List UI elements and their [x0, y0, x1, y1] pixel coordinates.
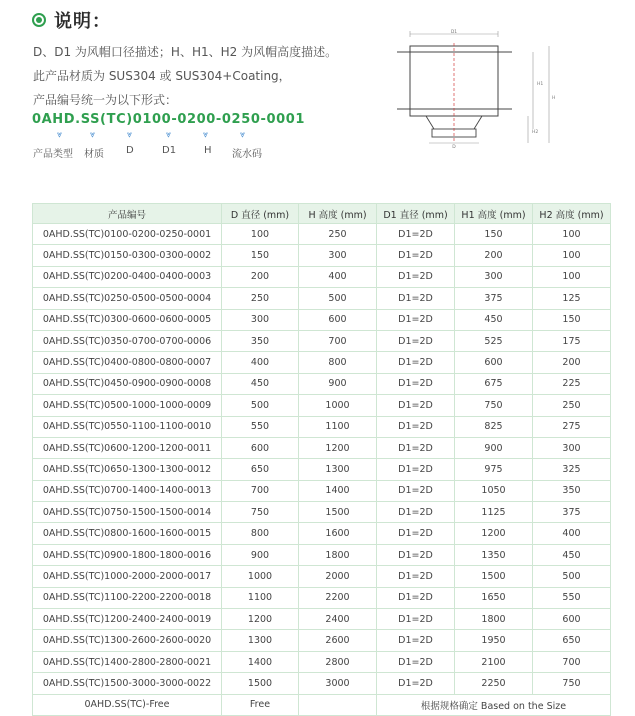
cell-d1: D1=2D — [377, 587, 455, 608]
table-row — [33, 245, 611, 266]
cell-d: 350 — [222, 330, 299, 351]
cell-code: 0AHD.SS(TC)0300-0600-0600-0005 — [33, 309, 222, 330]
cell-h: 800 — [299, 352, 377, 373]
cell-d1: D1=2D — [377, 330, 455, 351]
cell-h: 250 — [299, 224, 377, 245]
cell-h: 500 — [299, 288, 377, 309]
cell-d: 450 — [222, 373, 299, 394]
cell-h2: 100 — [533, 245, 611, 266]
table-row — [33, 566, 611, 587]
table-row — [33, 330, 611, 351]
table-row — [33, 288, 611, 309]
cell-d1: D1=2D — [377, 480, 455, 501]
cell-h2: 400 — [533, 523, 611, 544]
table-row — [33, 459, 611, 480]
cell-h1: 825 — [455, 416, 533, 437]
cell-h2: 300 — [533, 437, 611, 458]
cell-h: 900 — [299, 373, 377, 394]
cell-d1: D1=2D — [377, 288, 455, 309]
cell-h: 1000 — [299, 395, 377, 416]
table-row — [33, 609, 611, 630]
cell-code: 0AHD.SS(TC)0700-1400-1400-0013 — [33, 480, 222, 501]
label-h1: H1 — [537, 82, 544, 87]
section-title: 说明： — [54, 11, 111, 32]
cell-code: 0AHD.SS(TC)0200-0400-0400-0003 — [33, 266, 222, 287]
cell-code: 0AHD.SS(TC)0650-1300-1300-0012 — [33, 459, 222, 480]
cell-h2: 225 — [533, 373, 611, 394]
code-label-type: 产品类型 — [33, 149, 73, 160]
cell-d1: D1=2D — [377, 630, 455, 651]
cell-h: 400 — [299, 266, 377, 287]
cell-h1: 1350 — [455, 544, 533, 565]
col-header-h2: H2 高度 (mm) — [533, 204, 611, 224]
cell-h2: 375 — [533, 502, 611, 523]
cell-d: 250 — [222, 288, 299, 309]
chevron-down-icon: ⩔ — [127, 130, 133, 140]
cell-h1: 600 — [455, 352, 533, 373]
cell-d: 1400 — [222, 651, 299, 672]
cell-code: 0AHD.SS(TC)1200-2400-2400-0019 — [33, 609, 222, 630]
cell-h: 700 — [299, 330, 377, 351]
cell-code: 0AHD.SS(TC)0350-0700-0700-0006 — [33, 330, 222, 351]
cell-d1: D1=2D — [377, 309, 455, 330]
cell-code: 0AHD.SS(TC)0100-0200-0250-0001 — [33, 224, 222, 245]
cell-code: 0AHD.SS(TC)0450-0900-0900-0008 — [33, 373, 222, 394]
cell-h2: 150 — [533, 309, 611, 330]
chevron-down-icon: ⩔ — [203, 130, 209, 140]
cell-d: 150 — [222, 245, 299, 266]
cell-code: 0AHD.SS(TC)1000-2000-2000-0017 — [33, 566, 222, 587]
col-header-h: H 高度 (mm) — [299, 204, 377, 224]
desc-line-format: 产品编号统一为以下形式： — [33, 93, 178, 107]
cell-h2: 275 — [533, 416, 611, 437]
cell-code: 0AHD.SS(TC)-Free — [33, 694, 222, 715]
cell-h1: 1800 — [455, 609, 533, 630]
desc-line-dimensions: D、D1 为风帽口径描述；H、H1、H2 为风帽高度描述。 — [33, 45, 338, 59]
cell-h2: 200 — [533, 352, 611, 373]
chevron-down-icon: ⩔ — [166, 130, 172, 140]
rain-cap-diagram — [392, 27, 562, 157]
cell-d1: D1=2D — [377, 395, 455, 416]
cell-d1: D1=2D — [377, 266, 455, 287]
cell-h2: 250 — [533, 395, 611, 416]
cell-h1: 1650 — [455, 587, 533, 608]
cell-h1: 2250 — [455, 673, 533, 694]
cell-h1: 1500 — [455, 566, 533, 587]
col-header-code: 产品编号 — [33, 204, 222, 224]
table-row — [33, 416, 611, 437]
table-row — [33, 544, 611, 565]
cell-h2: 750 — [533, 673, 611, 694]
cell-h1: 300 — [455, 266, 533, 287]
cell-d1: D1=2D — [377, 502, 455, 523]
cell-h: 1100 — [299, 416, 377, 437]
table-row — [33, 352, 611, 373]
table-row — [33, 224, 611, 245]
cell-d: 1000 — [222, 566, 299, 587]
cell-d1: D1=2D — [377, 224, 455, 245]
cell-h: 3000 — [299, 673, 377, 694]
col-header-d: D 直径 (mm) — [222, 204, 299, 224]
col-header-d1: D1 直径 (mm) — [377, 204, 455, 224]
table-row — [33, 395, 611, 416]
cell-d: 900 — [222, 544, 299, 565]
cell-h: 2200 — [299, 587, 377, 608]
cell-h1: 1200 — [455, 523, 533, 544]
cell-h1: 525 — [455, 330, 533, 351]
table-row — [33, 673, 611, 694]
cell-h1: 900 — [455, 437, 533, 458]
cell-d: 1100 — [222, 587, 299, 608]
cell-d1: D1=2D — [377, 352, 455, 373]
cell-d: 1300 — [222, 630, 299, 651]
label-d1: D1 — [450, 30, 458, 35]
cell-code: 0AHD.SS(TC)0250-0500-0500-0004 — [33, 288, 222, 309]
cell-d1: D1=2D — [377, 609, 455, 630]
cell-h: 2600 — [299, 630, 377, 651]
cell-h: 2800 — [299, 651, 377, 672]
cell-code: 0AHD.SS(TC)0600-1200-1200-0011 — [33, 437, 222, 458]
cell-h1: 375 — [455, 288, 533, 309]
cell-note: 根据规格确定 Based on the Size — [377, 694, 611, 715]
cell-d: 200 — [222, 266, 299, 287]
cell-h2: 600 — [533, 609, 611, 630]
cell-d1: D1=2D — [377, 673, 455, 694]
cell-d1: D1=2D — [377, 523, 455, 544]
product-code-example: 0AHD.SS(TC)0100-0200-0250-0001 — [32, 112, 306, 127]
cell-d: 750 — [222, 502, 299, 523]
cell-h: 2000 — [299, 566, 377, 587]
bullet-circle-icon — [32, 13, 46, 27]
cell-code: 0AHD.SS(TC)0800-1600-1600-0015 — [33, 523, 222, 544]
table-row-free — [33, 694, 611, 715]
cell-h1: 450 — [455, 309, 533, 330]
label-h2: H2 — [532, 130, 539, 135]
cell-h2: 100 — [533, 266, 611, 287]
cell-h2: 550 — [533, 587, 611, 608]
cell-code: 0AHD.SS(TC)1400-2800-2800-0021 — [33, 651, 222, 672]
cell-code: 0AHD.SS(TC)0900-1800-1800-0016 — [33, 544, 222, 565]
cell-h1: 975 — [455, 459, 533, 480]
cell-d: 500 — [222, 395, 299, 416]
cell-d1: D1=2D — [377, 373, 455, 394]
cell-h1: 150 — [455, 224, 533, 245]
cell-d: 550 — [222, 416, 299, 437]
cell-d: Free — [222, 694, 299, 715]
cell-h1: 1125 — [455, 502, 533, 523]
cell-code: 0AHD.SS(TC)1300-2600-2600-0020 — [33, 630, 222, 651]
cell-h1: 675 — [455, 373, 533, 394]
cell-h: 1300 — [299, 459, 377, 480]
cell-h: 1400 — [299, 480, 377, 501]
desc-line-material: 此产品材质为 SUS304 或 SUS304+Coating， — [33, 69, 291, 83]
table-row — [33, 266, 611, 287]
cell-h2: 500 — [533, 566, 611, 587]
cell-d: 1200 — [222, 609, 299, 630]
cell-d1: D1=2D — [377, 459, 455, 480]
cell-h2: 100 — [533, 224, 611, 245]
cell-h: 2400 — [299, 609, 377, 630]
table-row — [33, 309, 611, 330]
chevron-down-icon: ⩔ — [240, 130, 246, 140]
code-label-d: D — [126, 145, 134, 156]
cell-code: 0AHD.SS(TC)0550-1100-1100-0010 — [33, 416, 222, 437]
section-header — [32, 8, 111, 32]
cell-h: 600 — [299, 309, 377, 330]
cell-h2: 700 — [533, 651, 611, 672]
cell-h: 1800 — [299, 544, 377, 565]
cell-h: 1500 — [299, 502, 377, 523]
table-row — [33, 480, 611, 501]
cell-code: 0AHD.SS(TC)0400-0800-0800-0007 — [33, 352, 222, 373]
cell-h2: 175 — [533, 330, 611, 351]
table-header-row — [33, 204, 611, 224]
cell-d1: D1=2D — [377, 544, 455, 565]
cell-h: 300 — [299, 245, 377, 266]
col-header-h1: H1 高度 (mm) — [455, 204, 533, 224]
cell-h1: 1050 — [455, 480, 533, 501]
cell-h2: 350 — [533, 480, 611, 501]
cell-code: 0AHD.SS(TC)1100-2200-2200-0018 — [33, 587, 222, 608]
label-h: H — [552, 96, 556, 101]
table-body — [33, 224, 611, 716]
cell-h1: 2100 — [455, 651, 533, 672]
table-row — [33, 651, 611, 672]
cell-code: 0AHD.SS(TC)0750-1500-1500-0014 — [33, 502, 222, 523]
table-row — [33, 630, 611, 651]
table-row — [33, 523, 611, 544]
cell-d: 800 — [222, 523, 299, 544]
code-label-h: H — [204, 145, 212, 156]
cell-h — [299, 694, 377, 715]
table-row — [33, 502, 611, 523]
table-row — [33, 373, 611, 394]
cell-code: 0AHD.SS(TC)0500-1000-1000-0009 — [33, 395, 222, 416]
code-label-material: 材质 — [84, 149, 104, 160]
chevron-down-icon: ⩔ — [57, 130, 63, 140]
cell-h: 1600 — [299, 523, 377, 544]
cell-h2: 650 — [533, 630, 611, 651]
cell-d: 1500 — [222, 673, 299, 694]
cell-d1: D1=2D — [377, 566, 455, 587]
cell-h1: 750 — [455, 395, 533, 416]
cell-h2: 450 — [533, 544, 611, 565]
cell-h2: 325 — [533, 459, 611, 480]
label-d: D — [452, 145, 456, 150]
size-table — [32, 203, 611, 716]
chevron-down-icon: ⩔ — [90, 130, 96, 140]
table-row — [33, 587, 611, 608]
cell-d1: D1=2D — [377, 651, 455, 672]
cell-d1: D1=2D — [377, 437, 455, 458]
cell-h1: 200 — [455, 245, 533, 266]
cell-d1: D1=2D — [377, 245, 455, 266]
cell-d: 600 — [222, 437, 299, 458]
cell-h: 1200 — [299, 437, 377, 458]
table-row — [33, 437, 611, 458]
cell-d: 700 — [222, 480, 299, 501]
cell-d: 100 — [222, 224, 299, 245]
code-label-serial: 流水码 — [232, 149, 262, 160]
cell-d: 400 — [222, 352, 299, 373]
cell-d: 300 — [222, 309, 299, 330]
cell-d1: D1=2D — [377, 416, 455, 437]
cell-h1: 1950 — [455, 630, 533, 651]
cell-d: 650 — [222, 459, 299, 480]
cell-h2: 125 — [533, 288, 611, 309]
code-label-d1: D1 — [162, 145, 177, 156]
cell-code: 0AHD.SS(TC)1500-3000-3000-0022 — [33, 673, 222, 694]
cell-code: 0AHD.SS(TC)0150-0300-0300-0002 — [33, 245, 222, 266]
